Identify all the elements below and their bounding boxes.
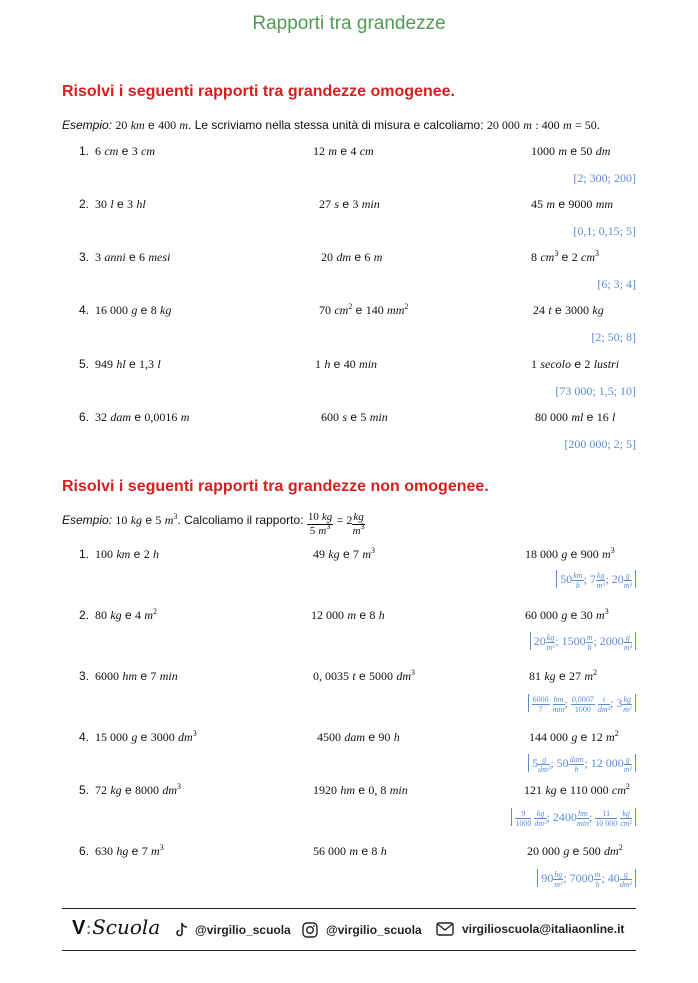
example-homogeneous: Esempio: 20 km e 400 m. Le scriviamo nella stessa unità di misura e calcoliamo: 20 000 m : 400 m = 50. xyxy=(62,118,601,132)
item-a: 100 km e 2 h xyxy=(95,547,160,561)
item-c: 121 kg e 110 000 $cm^2$ xyxy=(524,782,630,797)
item-c: 45 m e 9000 mm xyxy=(531,197,614,211)
section-heading-homogeneous: Risolvi i seguenti rapporti tra grandezze omogenee. xyxy=(62,83,455,100)
item-b: 20 dm e 6 m xyxy=(321,250,383,264)
answer: [2; 300; 200] xyxy=(573,171,636,185)
item-a: 630 hg e 7 $m^3$ xyxy=(95,843,164,858)
item-c: 144 000 g e 12 $m^2$ xyxy=(529,729,619,744)
item-b: 1920 hm e 0, 8 min xyxy=(313,783,408,797)
item-a: 30 l e 3 hl xyxy=(95,197,146,211)
footer-divider xyxy=(62,950,636,951)
tiktok-link[interactable]: @virgilio_scuola xyxy=(175,922,291,938)
example-non-homogeneous: Esempio: 10 kg e 5 $m^3$. Calcoliamo il rapporto: $\frac{10 kg}{5 m^3}$ = 2 $\frac{kg}{m^3}$ xyxy=(62,511,365,537)
item-number: 1. xyxy=(79,547,90,561)
example-text: . Calcoliamo il rapporto: xyxy=(177,513,304,527)
item-c: 81 kg e 27 $m^2$ xyxy=(529,668,598,683)
answer: $\frac{6000}{7}$ hm min ; $\frac{0,0007}{1000}$ $\frac{t}{\text{dm³}}$ ; 3 $\frac{kg}{\text{m²}}$ xyxy=(528,695,636,714)
answer: 5 $\frac{g}{\text{dm³}}$ ; 50 dam h ; 12 000 $\frac{g}{\text{m²}}$ xyxy=(528,755,636,774)
answer: 90 $\frac{hg}{\text{m³}}$ ; 7000 $\frac{m}{h}$ ; 40 $\frac{g}{\text{dm²}}$ xyxy=(537,870,636,889)
item-b: 0, 0035 t e 5000 $dm^3$ xyxy=(313,668,416,683)
example-text: . Le scriviamo nella stessa unità di misura e calcoliamo: xyxy=(188,118,484,132)
item-a: 15 000 g e 3000 $dm^3$ xyxy=(95,729,197,744)
item-c: 60 000 g e 30 $m^3$ xyxy=(525,607,609,622)
answer: [0,1; 0,15; 5] xyxy=(573,224,636,238)
section-heading-non-homogeneous: Risolvi i seguenti rapporti tra grandezze non omogenee. xyxy=(62,478,489,495)
footer-divider xyxy=(62,908,636,909)
item-a: 80 kg e 4 $m^2$ xyxy=(95,607,158,622)
item-number: 6. xyxy=(79,410,90,424)
answer: 50 $\frac{km}{h}$ ; 7 $\frac{kg}{\text{m³}}$ ; 20 $\frac{g}{\text{m³}}$ xyxy=(556,571,636,590)
item-number: 4. xyxy=(79,730,90,744)
example-label: Esempio: xyxy=(62,513,113,527)
brand-logo: V:Scuola xyxy=(72,915,161,939)
item-b: 600 s e 5 min xyxy=(321,410,388,424)
item-a: 32 dam e 0,0016 m xyxy=(95,410,190,424)
item-c: 1 secolo e 2 lustri xyxy=(531,357,620,371)
answer: [2; 50; 8] xyxy=(591,330,636,344)
item-b: 27 s e 3 min xyxy=(319,197,380,211)
answer: [6; 3; 4] xyxy=(597,277,636,291)
tiktok-icon xyxy=(175,922,189,938)
item-a: 6000 hm e 7 min xyxy=(95,669,178,683)
item-c: 1000 m e 50 dm xyxy=(531,144,611,158)
item-number: 2. xyxy=(79,197,90,211)
instagram-link[interactable]: @virgilio_scuola xyxy=(302,922,422,938)
item-a: 3 anni e 6 mesi xyxy=(95,250,171,264)
item-c: 8 $cm^3$ e 2 $cm^3$ xyxy=(531,249,600,264)
email-link[interactable]: virgilioscuola@italiaonline.it xyxy=(436,922,624,936)
answer: [73 000; 1,5; 10] xyxy=(555,384,636,398)
answer: 20 $\frac{kg}{\text{m²}}$ ; 1500 $\frac{m}{h}$ ; 2000 $\frac{g}{\text{m³}}$ xyxy=(530,633,636,652)
item-b: 4500 dam e 90 h xyxy=(317,730,400,744)
item-b: 70 $cm^2$ e 140 $mm^2$ xyxy=(319,302,409,317)
page-title: Rapporti tra grandezze xyxy=(252,13,446,34)
item-a: 949 hl e 1,3 l xyxy=(95,357,161,371)
item-b: 12 000 m e 8 h xyxy=(311,608,385,622)
item-b: 49 kg e 7 $m^3$ xyxy=(313,546,376,561)
item-b: 1 h e 40 min xyxy=(315,357,378,371)
item-number: 3. xyxy=(79,250,90,264)
item-b: 12 m e 4 cm xyxy=(313,144,374,158)
item-number: 6. xyxy=(79,844,90,858)
item-number: 2. xyxy=(79,608,90,622)
item-number: 4. xyxy=(79,303,90,317)
item-c: 18 000 g e 900 $m^3$ xyxy=(525,546,615,561)
item-c: 20 000 g e 500 $dm^2$ xyxy=(527,843,623,858)
item-a: 72 kg e 8000 $dm^3$ xyxy=(95,782,182,797)
item-c: 80 000 ml e 16 l xyxy=(535,410,616,424)
mail-icon xyxy=(436,922,454,936)
item-number: 1. xyxy=(79,144,90,158)
instagram-icon xyxy=(302,922,318,938)
item-number: 5. xyxy=(79,357,90,371)
item-b: 56 000 m e 8 h xyxy=(313,844,387,858)
item-number: 5. xyxy=(79,783,90,797)
item-c: 24 t e 3000 kg xyxy=(533,303,604,317)
answer: [200 000; 2; 5] xyxy=(564,437,636,451)
item-a: 6 cm e 3 cm xyxy=(95,144,156,158)
item-a: 16 000 g e 8 kg xyxy=(95,303,172,317)
example-label: Esempio: xyxy=(62,118,113,132)
answer: $\frac{9}{1000}$ $\frac{kg}{\text{dm³}}$ ; 2400 hm min ; $\frac{11}{10 000}$ $\frac{kg}{\text{cm²}}$ xyxy=(511,809,636,828)
item-number: 3. xyxy=(79,669,90,683)
